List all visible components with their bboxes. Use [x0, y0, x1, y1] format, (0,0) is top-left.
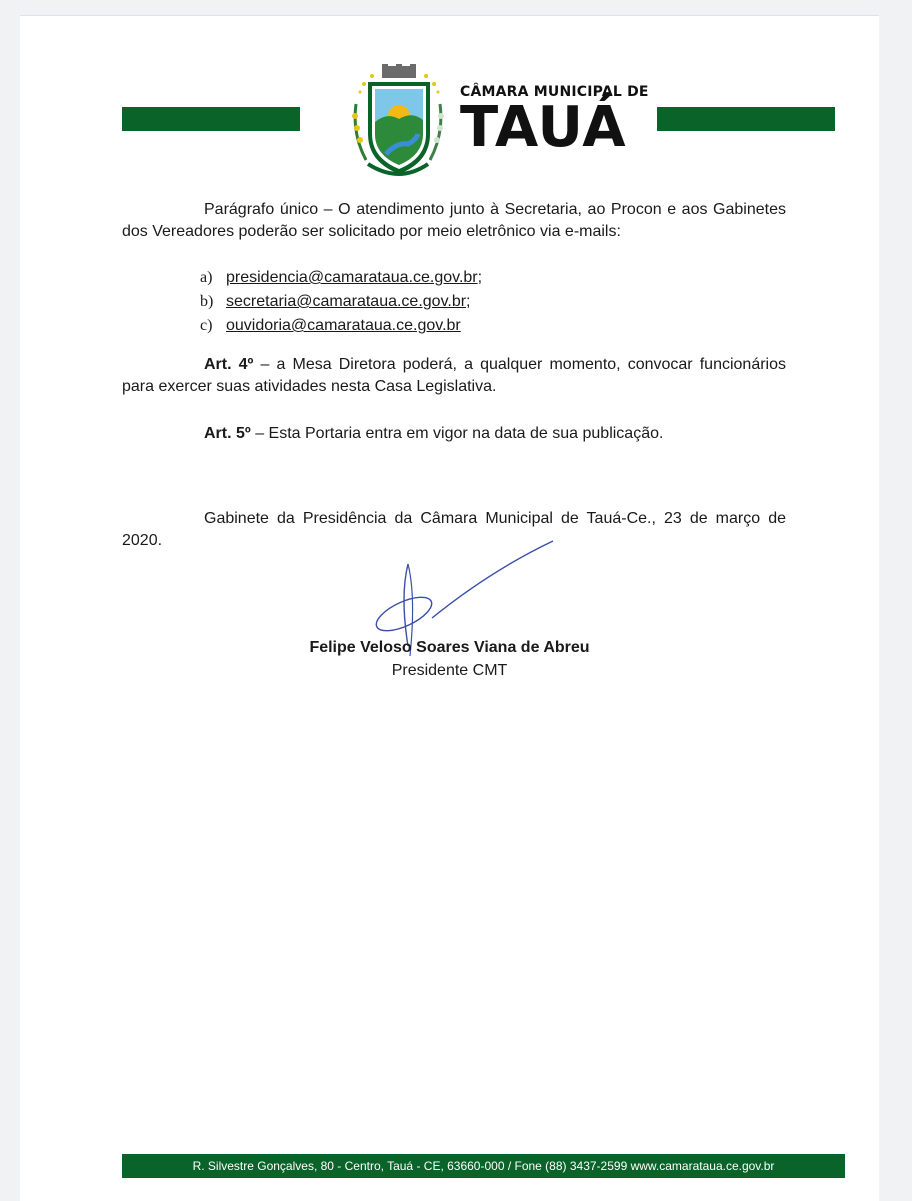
list-marker: b) — [200, 293, 214, 310]
article-5-text: – Esta Portaria entra em vigor na data de sua publicação. — [250, 425, 664, 442]
list-suffix: ; — [477, 269, 483, 286]
article-4-label: Art. 4º — [204, 356, 254, 373]
paragrafo-unico: Parágrafo único – O atendimento junto à Secretaria, ao Procon e aos Gabinetes dos Vereadores poderão ser solicitado por meio eletrônico via e-mails: — [122, 201, 786, 240]
header-bar-left — [122, 107, 300, 131]
email-list-item — [200, 314, 482, 338]
email-link-secretaria[interactable]: secretaria@camarataua.ce.gov.br; — [226, 293, 471, 310]
article-5 — [122, 423, 786, 445]
signatory-name: Felipe Veloso Soares Viana de Abreu — [309, 639, 590, 656]
list-marker: a) — [200, 269, 213, 286]
logo-title: TAUÁ — [460, 95, 627, 160]
list-marker: c) — [200, 317, 213, 334]
email-list-item — [200, 266, 482, 290]
institution-logo-text — [460, 84, 649, 160]
article-4 — [122, 354, 786, 398]
signatory-role: Presidente CMT — [391, 662, 508, 679]
municipal-crest-logo — [342, 64, 454, 182]
logo-subtitle: CÂMARA MUNICIPAL DE — [460, 84, 649, 100]
article-5-label: Art. 5º — [204, 425, 251, 442]
email-list-item — [200, 290, 482, 314]
email-link-ouvidoria[interactable]: ouvidoria@camarataua.ce.gov.br — [226, 317, 461, 334]
document-page — [20, 15, 879, 1201]
header-bar-right — [657, 107, 835, 131]
email-list — [200, 266, 482, 338]
footer-address-bar: R. Silvestre Gonçalves, 80 - Centro, Tauá - CE, 63660-000 / Fone (88) 3437-2599 www.camarataua.ce.gov.br — [122, 1154, 845, 1178]
article-4-text: – a Mesa Diretora poderá, a qualquer momento, convocar funcionários para exercer suas atividades nesta Casa Legislativa. — [122, 356, 786, 395]
closing-date-line: Gabinete da Presidência da Câmara Municipal de Tauá-Ce., 23 de março de 2020. — [122, 510, 786, 549]
email-link-presidencia[interactable]: presidencia@camarataua.ce.gov.br — [226, 269, 478, 286]
